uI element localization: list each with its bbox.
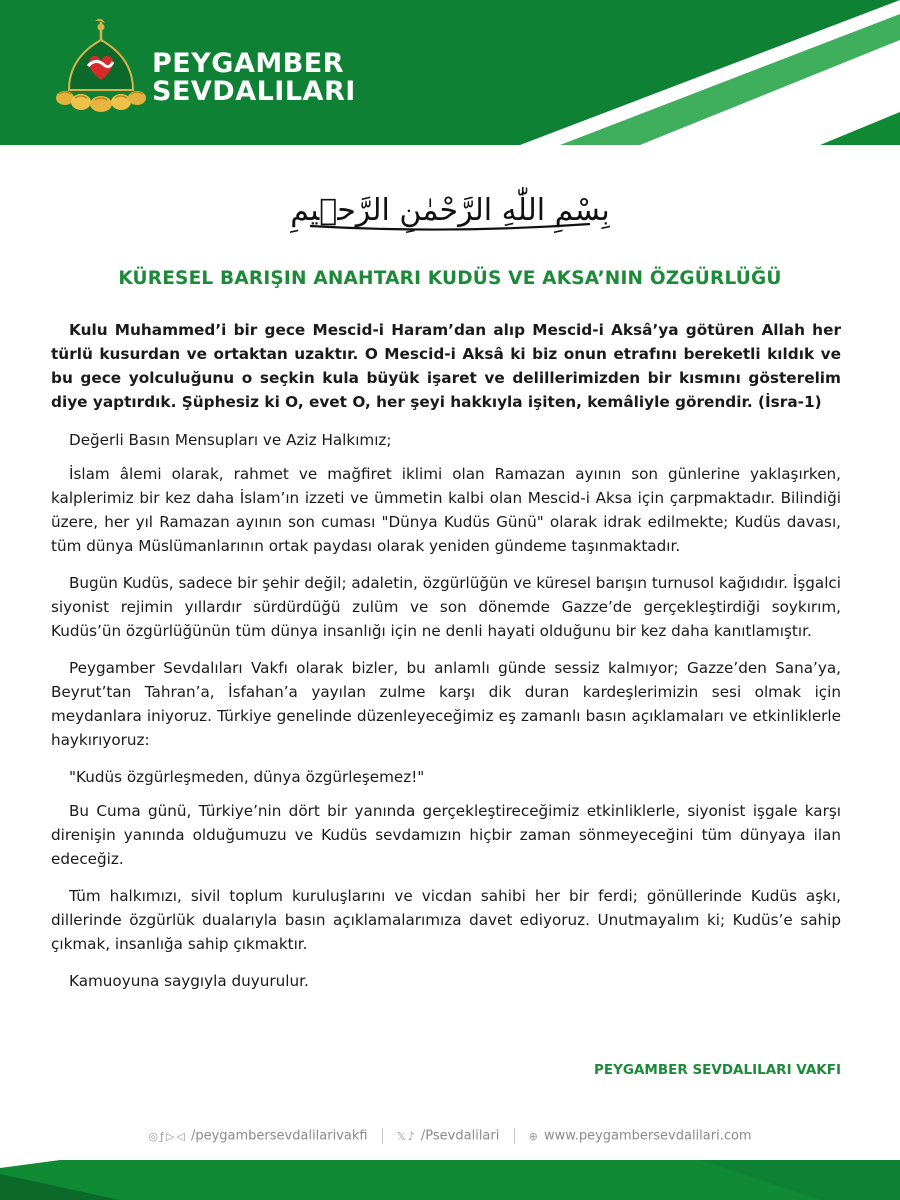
website-link[interactable]: www.peygambersevdalilari.com — [544, 1128, 752, 1144]
paragraph-2: Bugün Kudüs, sadece bir şehir değil; adaletin, özgürlüğün ve küresel barışın turnusol kağıdıdır. İşgalci siyonist rejimin yıllardır sürdürdüğü zulüm ve son dönemde Gazze’de gerçekleştirdiği soykırım, Kudüs’ün özgürlüğünün tüm dünya insanlığı için ne denli hayati olduğunu bir kez daha kanıtlamıştır. — [51, 574, 841, 640]
separator — [382, 1128, 383, 1144]
social-handle-2[interactable]: /Psevdalilari — [420, 1128, 500, 1144]
basmala-text: بِسْمِ اللّٰهِ الرَّحْمٰنِ الرَّح۪يمِ — [290, 193, 610, 228]
globe-icon[interactable]: ⊕ — [528, 1129, 538, 1143]
paragraph-4: Bu Cuma günü, Türkiye’nin dört bir yanında gerçekleştireceğimiz etkinliklerle, siyonist işgale karşı direnişin yanında olduğumuzu ve Kudüs sevdamızın hiçbir zaman sönmeyeceğini tüm dünyaya ilan edeceğiz. — [51, 802, 841, 868]
foundation-logo — [55, 18, 147, 118]
social-links — [0, 1128, 900, 1144]
footer-band — [0, 1160, 900, 1200]
quote-paragraph: "Kudüs özgürleşmeden, dünya özgürleşemez!" — [69, 768, 425, 786]
youtube-icon[interactable]: ▷ — [165, 1129, 175, 1143]
signature: PEYGAMBER SEVDALILARI VAKFI — [594, 1062, 841, 1078]
brand-name — [152, 50, 356, 106]
brand-line-2: SEVDALILARI — [152, 76, 356, 107]
paragraph-1: İslam âlemi olarak, rahmet ve mağfiret iklimi olan Ramazan ayının son günlerine yaklaşırken, kalplerimiz bir kez daha İslam’ın izzeti ve ümmetin kalbi olan Mescid-i Aksa için çarpmaktadır. Bilindiği üzere, her yıl Ramazan ayının son cuması "Dünya Kudüs Günü" olarak idrak edilmekte; Kudüs davası, tüm dünya Müslümanlarının ortak paydası olarak yeniden gündeme taşınmaktadır. — [51, 465, 841, 555]
page-title: KÜRESEL BARIŞIN ANAHTARI KUDÜS VE AKSA’NIN ÖZGÜRLÜĞÜ — [118, 268, 782, 289]
paragraph-3: Peygamber Sevdalıları Vakfı olarak bizler, bu anlamlı günde sessiz kalmıyor; Gazze’den Sana’ya, Beyrut’tan Tahran’a, İsfahan’a yayılan zulme karşı dik duran kardeşlerimizin sesi olmak için meydanlara iniyoruz. Türkiye genelinde düzenleyeceğimiz eş zamanlı basın açıklamaları ve etkinliklerle haykırıyoruz: — [51, 659, 841, 749]
facebook-icon[interactable]: ƒ — [160, 1129, 164, 1143]
social-handle-1[interactable]: /peygambersevdalilarivakfi — [190, 1128, 368, 1144]
paragraph-5: Tüm halkımızı, sivil toplum kuruluşlarını ve vicdan sahibi her bir ferdi; gönüllerinde Kudüs aşkı, dillerinde özgürlük dualarıyla basın açıklamalarımıza davet ediyoruz. Unutmayalım ki; Kudüs’e sahip çıkmak, insanlığa sahip çıkmaktır. — [51, 887, 841, 953]
x-icon[interactable]: 𝕏 — [396, 1129, 406, 1143]
header-banner — [0, 0, 900, 145]
basmala-calligraphy — [290, 180, 610, 240]
verse-paragraph: Kulu Muhammed’i bir gece Mescid-i Haram’dan alıp Mescid-i Aksâ’ya götüren Allah her türlü kusurdan ve ortaktan uzaktır. O Mescid-i Aksâ ki biz onun etrafını bereketli kıldık ve bu gece yolculuğunu o seçkin kula büyük işaret ve delillerimizden bir kısmını gösterelim diye yaptırdık. Şüphesiz ki O, evet O, her şeyi hakkıyla işiten, kemâliyle görendir. (İsra-1) — [51, 321, 841, 411]
separator — [514, 1128, 515, 1144]
instagram-icon[interactable]: ◎ — [148, 1129, 159, 1143]
tiktok-icon[interactable]: ♪ — [407, 1129, 415, 1143]
closing-paragraph: Kamuoyuna saygıyla duyurulur. — [69, 972, 309, 990]
telegram-icon[interactable]: ◁ — [176, 1129, 185, 1143]
greeting-paragraph: Değerli Basın Mensupları ve Aziz Halkımız; — [69, 431, 392, 449]
brand-line-1: PEYGAMBER — [152, 48, 345, 79]
statement-body — [51, 318, 841, 1003]
